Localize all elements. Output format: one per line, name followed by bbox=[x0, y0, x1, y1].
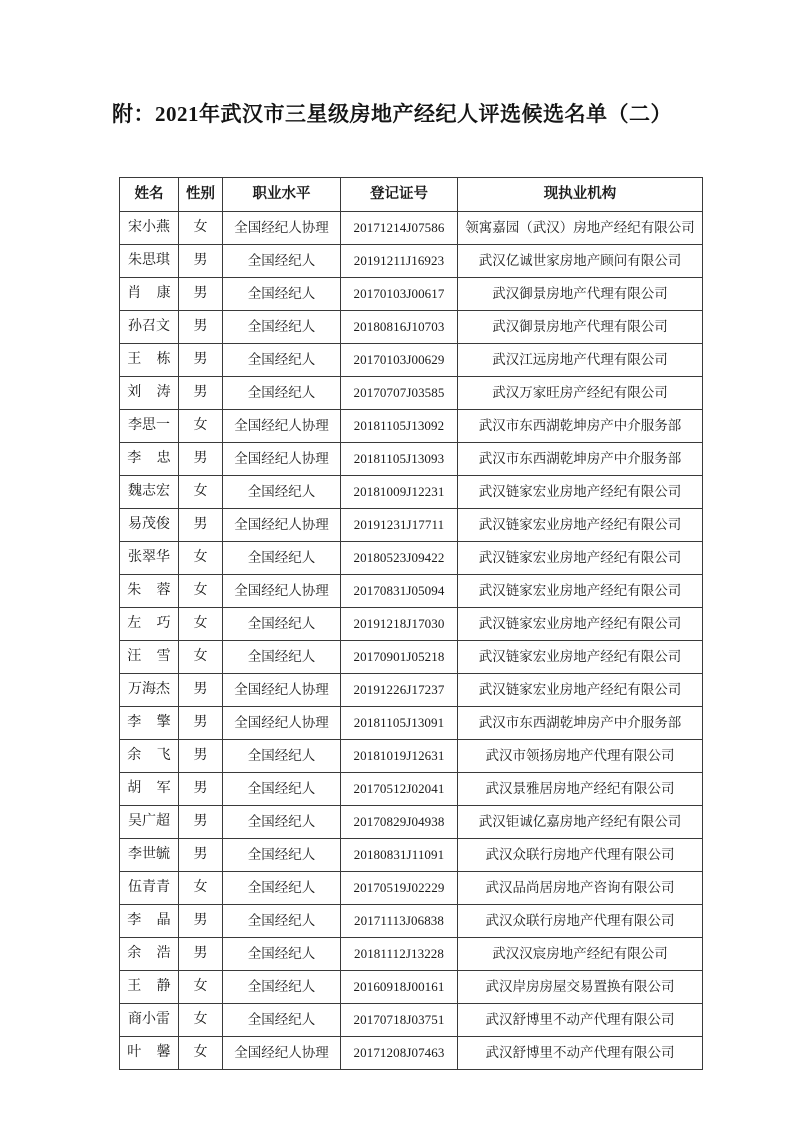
cell-level: 全国经纪人 bbox=[223, 377, 341, 410]
cell-level: 全国经纪人 bbox=[223, 641, 341, 674]
cell-cert: 20170831J05094 bbox=[341, 575, 458, 608]
cell-gender: 女 bbox=[179, 641, 223, 674]
cell-gender: 女 bbox=[179, 1037, 223, 1070]
cell-cert: 20170718J03751 bbox=[341, 1004, 458, 1037]
cell-name: 刘涛 bbox=[120, 377, 179, 410]
cell-level: 全国经纪人 bbox=[223, 740, 341, 773]
cell-gender: 男 bbox=[179, 806, 223, 839]
cell-org: 武汉市东西湖乾坤房产中介服务部 bbox=[458, 410, 703, 443]
cell-cert: 20181105J13091 bbox=[341, 707, 458, 740]
cell-level: 全国经纪人 bbox=[223, 872, 341, 905]
cell-org: 武汉链家宏业房地产经纪有限公司 bbox=[458, 674, 703, 707]
page-title: 附：2021年武汉市三星级房地产经纪人评选候选名单（二） bbox=[112, 102, 672, 126]
cell-name: 李忠 bbox=[120, 443, 179, 476]
cell-gender: 男 bbox=[179, 905, 223, 938]
cell-gender: 男 bbox=[179, 938, 223, 971]
table-body bbox=[120, 212, 703, 1070]
cell-level: 全国经纪人 bbox=[223, 1004, 341, 1037]
cell-level: 全国经纪人协理 bbox=[223, 674, 341, 707]
cell-org: 武汉汉宸房地产经纪有限公司 bbox=[458, 938, 703, 971]
cell-gender: 女 bbox=[179, 476, 223, 509]
cell-cert: 20170103J00617 bbox=[341, 278, 458, 311]
cell-cert: 20191218J17030 bbox=[341, 608, 458, 641]
cell-name: 朱思琪 bbox=[120, 245, 179, 278]
table-row bbox=[120, 377, 703, 410]
cell-name: 余飞 bbox=[120, 740, 179, 773]
cell-level: 全国经纪人协理 bbox=[223, 410, 341, 443]
table-row bbox=[120, 608, 703, 641]
cell-org: 武汉链家宏业房地产经纪有限公司 bbox=[458, 476, 703, 509]
cell-name: 李思一 bbox=[120, 410, 179, 443]
cell-org: 领寓嘉园（武汉）房地产经纪有限公司 bbox=[458, 212, 703, 245]
cell-level: 全国经纪人 bbox=[223, 806, 341, 839]
cell-level: 全国经纪人 bbox=[223, 278, 341, 311]
column-header-gender: 性别 bbox=[179, 178, 223, 212]
cell-gender: 男 bbox=[179, 377, 223, 410]
table-row bbox=[120, 773, 703, 806]
cell-gender: 男 bbox=[179, 509, 223, 542]
cell-name: 余浩 bbox=[120, 938, 179, 971]
cell-cert: 20170901J05218 bbox=[341, 641, 458, 674]
cell-level: 全国经纪人协理 bbox=[223, 443, 341, 476]
cell-cert: 20170103J00629 bbox=[341, 344, 458, 377]
cell-name: 李擎 bbox=[120, 707, 179, 740]
cell-cert: 20191231J17711 bbox=[341, 509, 458, 542]
cell-gender: 男 bbox=[179, 443, 223, 476]
cell-cert: 20170512J02041 bbox=[341, 773, 458, 806]
cell-org: 武汉链家宏业房地产经纪有限公司 bbox=[458, 608, 703, 641]
table-header-row bbox=[120, 178, 703, 212]
table-row bbox=[120, 1037, 703, 1070]
cell-name: 孙召文 bbox=[120, 311, 179, 344]
cell-name: 吴广超 bbox=[120, 806, 179, 839]
cell-name: 宋小燕 bbox=[120, 212, 179, 245]
table-row bbox=[120, 971, 703, 1004]
cell-gender: 男 bbox=[179, 245, 223, 278]
cell-level: 全国经纪人 bbox=[223, 905, 341, 938]
table-row bbox=[120, 1004, 703, 1037]
cell-level: 全国经纪人 bbox=[223, 476, 341, 509]
cell-gender: 男 bbox=[179, 839, 223, 872]
cell-cert: 20171208J07463 bbox=[341, 1037, 458, 1070]
cell-level: 全国经纪人 bbox=[223, 608, 341, 641]
cell-name: 张翠华 bbox=[120, 542, 179, 575]
cell-gender: 女 bbox=[179, 212, 223, 245]
cell-cert: 20171113J06838 bbox=[341, 905, 458, 938]
cell-org: 武汉链家宏业房地产经纪有限公司 bbox=[458, 641, 703, 674]
candidate-roster-table bbox=[119, 177, 703, 1070]
cell-gender: 男 bbox=[179, 707, 223, 740]
column-header-cert: 登记证号 bbox=[341, 178, 458, 212]
table-row bbox=[120, 905, 703, 938]
table-header bbox=[120, 178, 703, 212]
cell-cert: 20170707J03585 bbox=[341, 377, 458, 410]
table-row bbox=[120, 542, 703, 575]
cell-org: 武汉市东西湖乾坤房产中介服务部 bbox=[458, 707, 703, 740]
cell-org: 武汉钜诚亿嘉房地产经纪有限公司 bbox=[458, 806, 703, 839]
cell-org: 武汉景雅居房地产经纪有限公司 bbox=[458, 773, 703, 806]
cell-org: 武汉舒博里不动产代理有限公司 bbox=[458, 1004, 703, 1037]
cell-level: 全国经纪人 bbox=[223, 938, 341, 971]
table-row bbox=[120, 806, 703, 839]
table-row bbox=[120, 740, 703, 773]
cell-org: 武汉江远房地产代理有限公司 bbox=[458, 344, 703, 377]
cell-name: 汪雪 bbox=[120, 641, 179, 674]
cell-cert: 20181105J13092 bbox=[341, 410, 458, 443]
table-row bbox=[120, 476, 703, 509]
table-row bbox=[120, 344, 703, 377]
cell-name: 伍青青 bbox=[120, 872, 179, 905]
column-header-org: 现执业机构 bbox=[458, 178, 703, 212]
cell-gender: 女 bbox=[179, 575, 223, 608]
cell-gender: 女 bbox=[179, 410, 223, 443]
cell-org: 武汉御景房地产代理有限公司 bbox=[458, 311, 703, 344]
cell-name: 胡军 bbox=[120, 773, 179, 806]
cell-name: 王静 bbox=[120, 971, 179, 1004]
cell-org: 武汉众联行房地产代理有限公司 bbox=[458, 839, 703, 872]
cell-name: 肖康 bbox=[120, 278, 179, 311]
cell-level: 全国经纪人协理 bbox=[223, 575, 341, 608]
cell-level: 全国经纪人 bbox=[223, 245, 341, 278]
table-row bbox=[120, 443, 703, 476]
cell-level: 全国经纪人 bbox=[223, 971, 341, 1004]
cell-org: 武汉品尚居房地产咨询有限公司 bbox=[458, 872, 703, 905]
cell-level: 全国经纪人协理 bbox=[223, 212, 341, 245]
cell-gender: 女 bbox=[179, 1004, 223, 1037]
cell-name: 李世毓 bbox=[120, 839, 179, 872]
cell-org: 武汉市东西湖乾坤房产中介服务部 bbox=[458, 443, 703, 476]
cell-cert: 20181019J12631 bbox=[341, 740, 458, 773]
cell-gender: 男 bbox=[179, 740, 223, 773]
cell-org: 武汉链家宏业房地产经纪有限公司 bbox=[458, 542, 703, 575]
table-row bbox=[120, 707, 703, 740]
cell-gender: 女 bbox=[179, 542, 223, 575]
cell-org: 武汉舒博里不动产代理有限公司 bbox=[458, 1037, 703, 1070]
cell-cert: 20160918J00161 bbox=[341, 971, 458, 1004]
cell-org: 武汉御景房地产代理有限公司 bbox=[458, 278, 703, 311]
cell-name: 易茂俊 bbox=[120, 509, 179, 542]
cell-name: 李晶 bbox=[120, 905, 179, 938]
cell-level: 全国经纪人 bbox=[223, 542, 341, 575]
cell-name: 万海杰 bbox=[120, 674, 179, 707]
cell-level: 全国经纪人 bbox=[223, 311, 341, 344]
cell-level: 全国经纪人 bbox=[223, 344, 341, 377]
cell-gender: 女 bbox=[179, 971, 223, 1004]
cell-org: 武汉市领扬房地产代理有限公司 bbox=[458, 740, 703, 773]
cell-gender: 男 bbox=[179, 311, 223, 344]
table-row bbox=[120, 575, 703, 608]
cell-cert: 20180523J09422 bbox=[341, 542, 458, 575]
cell-org: 武汉众联行房地产代理有限公司 bbox=[458, 905, 703, 938]
cell-cert: 20181112J13228 bbox=[341, 938, 458, 971]
cell-org: 武汉亿诚世家房地产顾问有限公司 bbox=[458, 245, 703, 278]
cell-org: 武汉万家旺房产经纪有限公司 bbox=[458, 377, 703, 410]
column-header-name: 姓名 bbox=[120, 178, 179, 212]
table-row bbox=[120, 872, 703, 905]
column-header-level: 职业水平 bbox=[223, 178, 341, 212]
cell-org: 武汉链家宏业房地产经纪有限公司 bbox=[458, 575, 703, 608]
cell-cert: 20191226J17237 bbox=[341, 674, 458, 707]
cell-gender: 男 bbox=[179, 278, 223, 311]
cell-cert: 20171214J07586 bbox=[341, 212, 458, 245]
cell-level: 全国经纪人协理 bbox=[223, 1037, 341, 1070]
cell-name: 左巧 bbox=[120, 608, 179, 641]
cell-name: 叶馨 bbox=[120, 1037, 179, 1070]
cell-level: 全国经纪人协理 bbox=[223, 707, 341, 740]
table-row bbox=[120, 311, 703, 344]
cell-name: 朱蓉 bbox=[120, 575, 179, 608]
cell-gender: 男 bbox=[179, 674, 223, 707]
cell-gender: 女 bbox=[179, 872, 223, 905]
cell-cert: 20170519J02229 bbox=[341, 872, 458, 905]
cell-cert: 20181105J13093 bbox=[341, 443, 458, 476]
table-row bbox=[120, 674, 703, 707]
cell-gender: 女 bbox=[179, 608, 223, 641]
table-row bbox=[120, 938, 703, 971]
cell-gender: 男 bbox=[179, 773, 223, 806]
table-row bbox=[120, 641, 703, 674]
table-row bbox=[120, 212, 703, 245]
cell-cert: 20170829J04938 bbox=[341, 806, 458, 839]
cell-org: 武汉链家宏业房地产经纪有限公司 bbox=[458, 509, 703, 542]
table-row bbox=[120, 245, 703, 278]
cell-level: 全国经纪人 bbox=[223, 839, 341, 872]
cell-cert: 20180831J11091 bbox=[341, 839, 458, 872]
table-row bbox=[120, 839, 703, 872]
cell-cert: 20180816J10703 bbox=[341, 311, 458, 344]
cell-cert: 20181009J12231 bbox=[341, 476, 458, 509]
table-row bbox=[120, 410, 703, 443]
cell-cert: 20191211J16923 bbox=[341, 245, 458, 278]
cell-name: 商小雷 bbox=[120, 1004, 179, 1037]
table-row bbox=[120, 278, 703, 311]
cell-name: 王栋 bbox=[120, 344, 179, 377]
cell-name: 魏志宏 bbox=[120, 476, 179, 509]
cell-gender: 男 bbox=[179, 344, 223, 377]
cell-level: 全国经纪人协理 bbox=[223, 509, 341, 542]
cell-org: 武汉岸房房屋交易置换有限公司 bbox=[458, 971, 703, 1004]
table-row bbox=[120, 509, 703, 542]
cell-level: 全国经纪人 bbox=[223, 773, 341, 806]
